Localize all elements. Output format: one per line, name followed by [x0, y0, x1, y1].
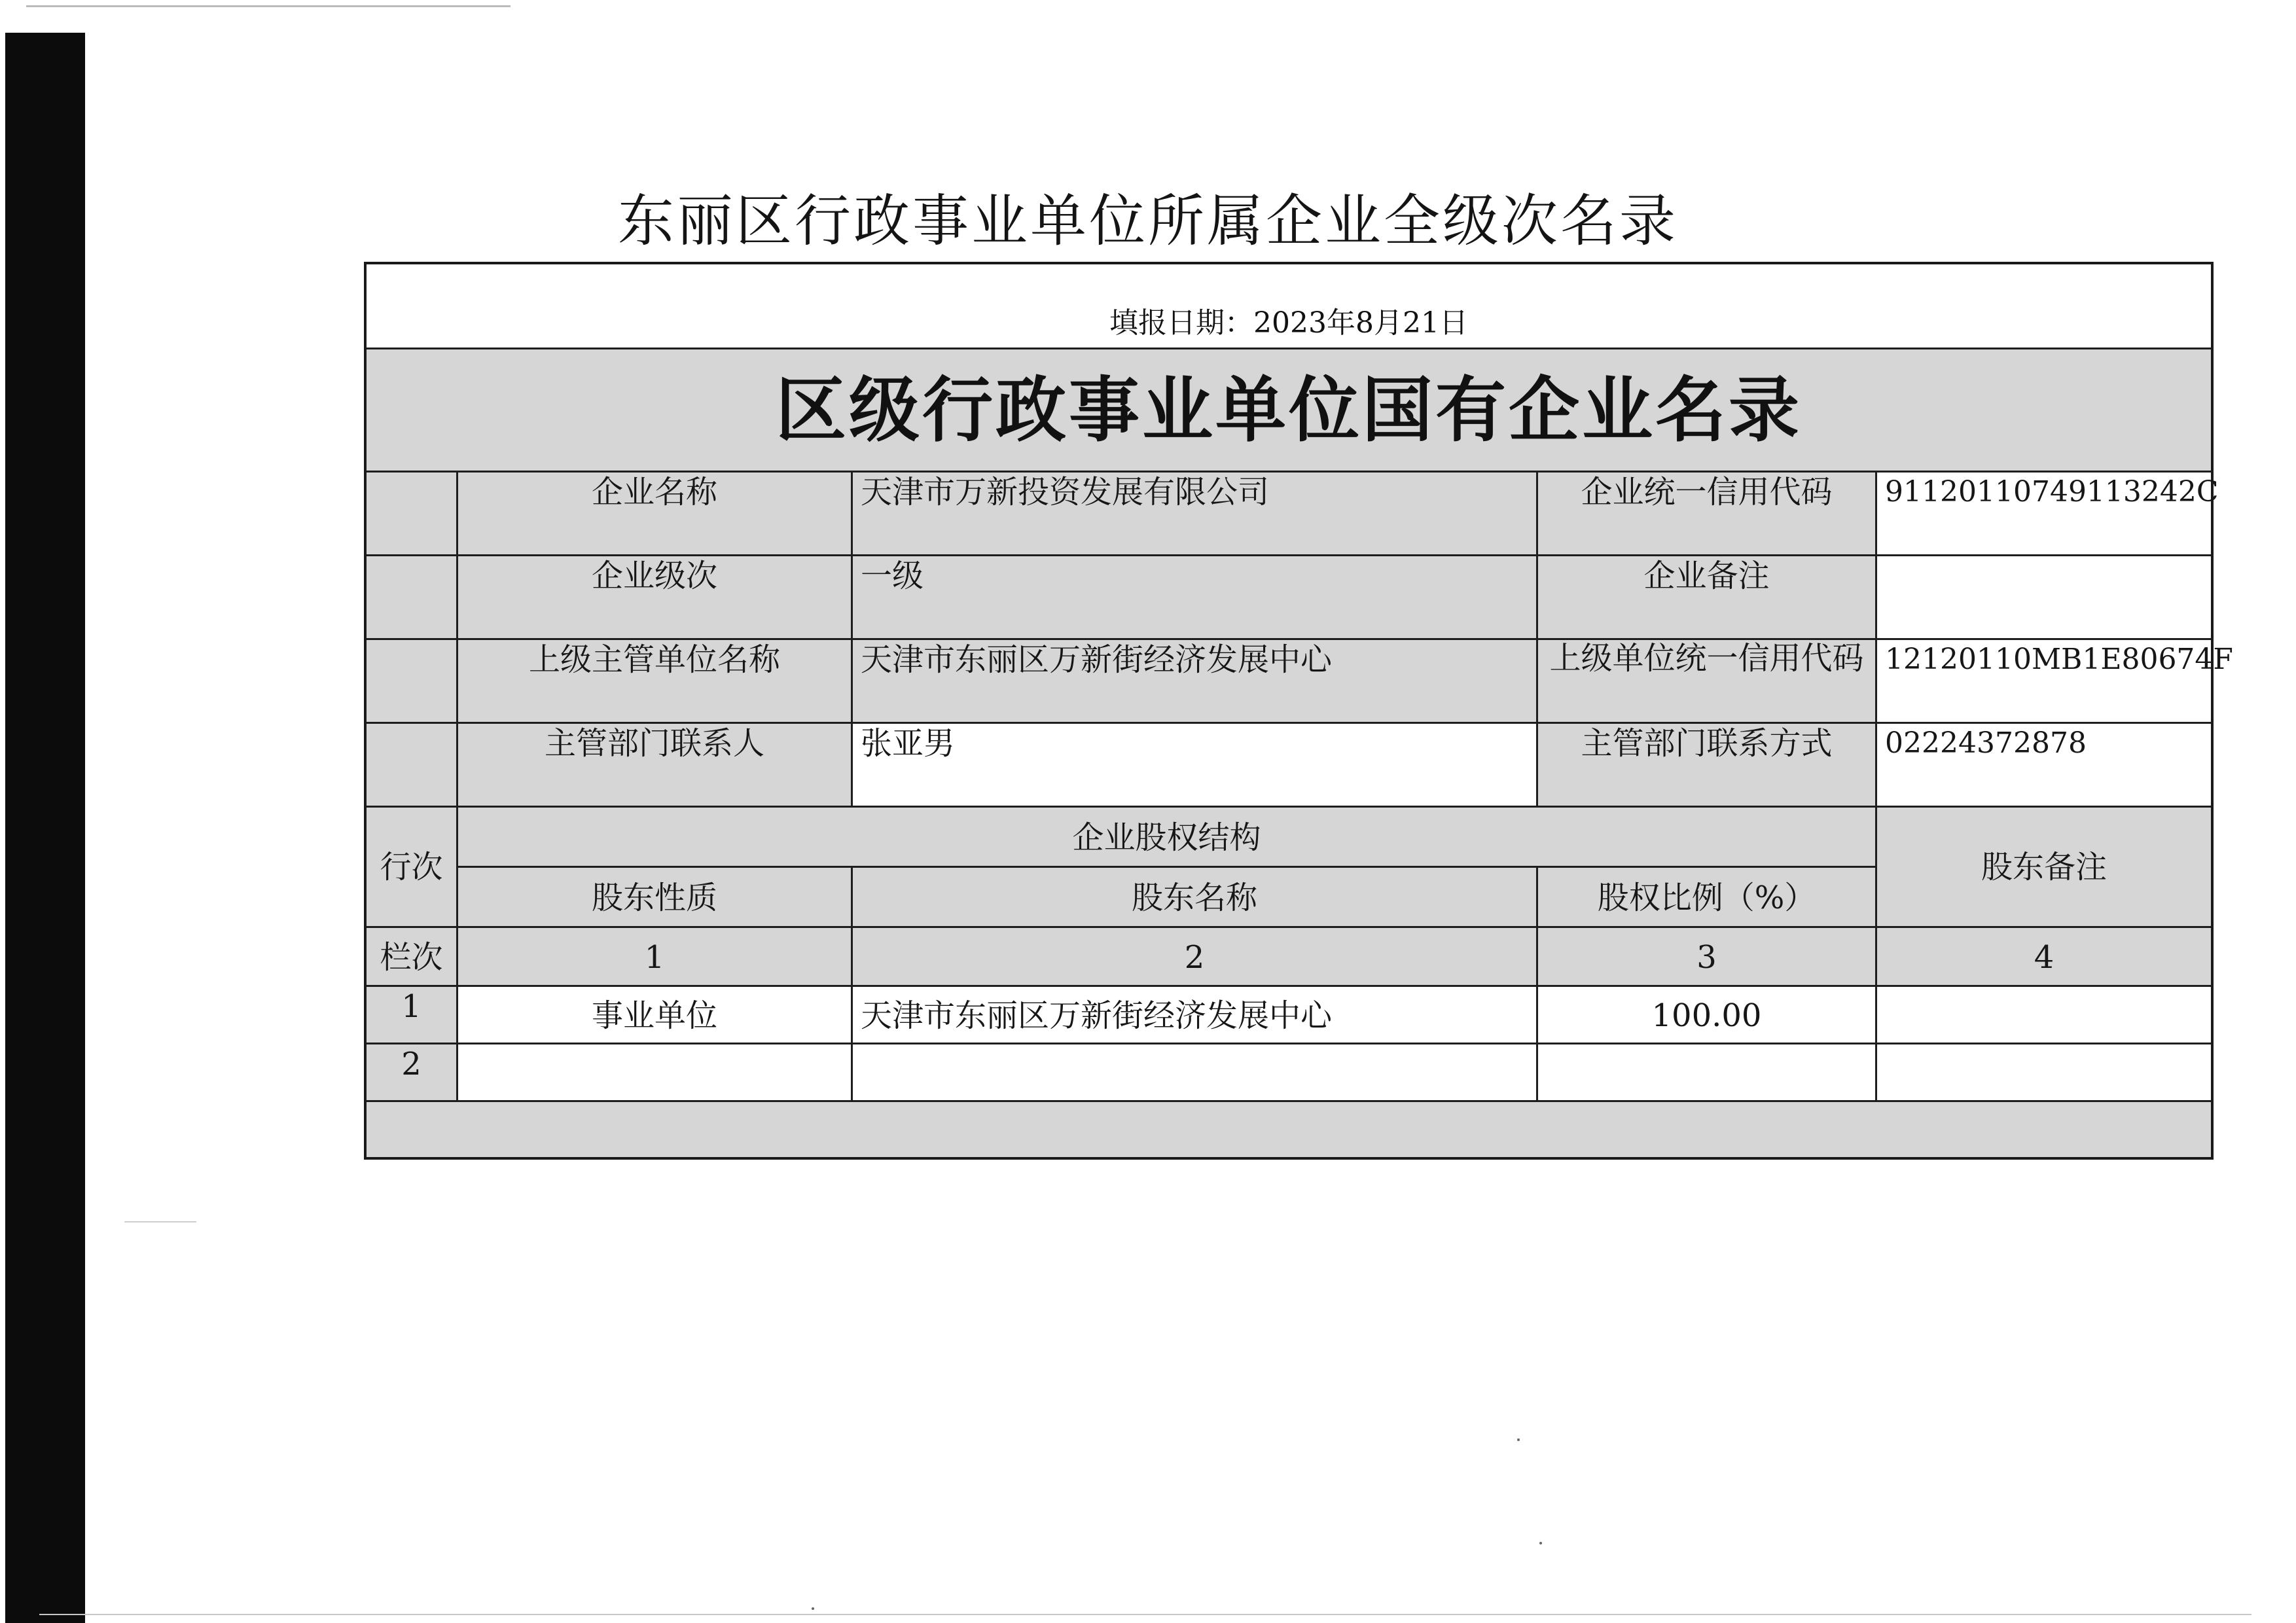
scan-mark	[124, 1221, 196, 1222]
scan-speck	[812, 1607, 814, 1610]
contact-phone-value: 02224372878	[1877, 724, 2211, 808]
enterprise-name-label: 企业名称	[458, 473, 853, 556]
enterprise-level-label: 企业级次	[458, 556, 853, 640]
form-footer-band	[367, 1102, 2211, 1157]
enterprise-remark-value	[1877, 556, 2211, 640]
column-number: 2	[853, 928, 1538, 987]
row-index: 1	[367, 987, 458, 1044]
column-number: 4	[1877, 928, 2211, 987]
shareholder-name	[853, 1044, 1538, 1102]
enterprise-form	[364, 262, 2233, 1160]
row-marker-cell	[367, 724, 458, 808]
shareholder-nature	[458, 1044, 853, 1102]
parent-unit-code-value: 12120110MB1E80674F	[1877, 640, 2211, 724]
contact-person-value: 张亚男	[853, 724, 1538, 808]
shareholder-remark	[1877, 987, 2211, 1044]
credit-code-label: 企业统一信用代码	[1538, 473, 1877, 556]
shareholder-remark	[1877, 1044, 2211, 1102]
equity-ratio-header: 股权比例（%）	[1538, 868, 1877, 928]
enterprise-level-value: 一级	[853, 556, 1538, 640]
enterprise-remark-label: 企业备注	[1538, 556, 1877, 640]
shareholder-name-header: 股东名称	[853, 868, 1538, 928]
parent-unit-name-label: 上级主管单位名称	[458, 640, 853, 724]
row-marker-cell	[367, 556, 458, 640]
section-title: 区级行政事业单位国有企业名录	[367, 349, 2211, 473]
equity-ratio: 100.00	[1538, 987, 1877, 1044]
row-index-header: 行次	[367, 808, 458, 928]
column-number: 1	[458, 928, 853, 987]
column-index-label: 栏次	[367, 928, 458, 987]
scan-edge-top	[26, 5, 511, 7]
equity-structure-header: 企业股权结构	[458, 808, 1877, 868]
shareholder-nature: 事业单位	[458, 987, 853, 1044]
scan-binding-edge	[5, 33, 85, 1623]
row-marker-cell	[367, 640, 458, 724]
fill-date: 填报日期：2023年8月21日	[367, 264, 2211, 349]
contact-person-label: 主管部门联系人	[458, 724, 853, 808]
scan-speck	[1517, 1438, 1520, 1441]
contact-phone-label: 主管部门联系方式	[1538, 724, 1877, 808]
scan-edge-bottom	[39, 1614, 2251, 1615]
scan-speck	[1539, 1542, 1542, 1544]
equity-ratio	[1538, 1044, 1877, 1102]
row-marker-cell	[367, 473, 458, 556]
enterprise-name-value: 天津市万新投资发展有限公司	[853, 473, 1538, 556]
shareholder-nature-header: 股东性质	[458, 868, 853, 928]
row-index: 2	[367, 1044, 458, 1102]
document-title: 东丽区行政事业单位所属企业全级次名录	[618, 188, 1678, 254]
column-number: 3	[1538, 928, 1877, 987]
parent-unit-code-label: 上级单位统一信用代码	[1538, 640, 1877, 724]
shareholder-name: 天津市东丽区万新街经济发展中心	[853, 987, 1538, 1044]
shareholder-remark-header: 股东备注	[1877, 808, 2211, 928]
parent-unit-name-value: 天津市东丽区万新街经济发展中心	[853, 640, 1538, 724]
credit-code-value: 91120110749113242C	[1877, 473, 2211, 556]
